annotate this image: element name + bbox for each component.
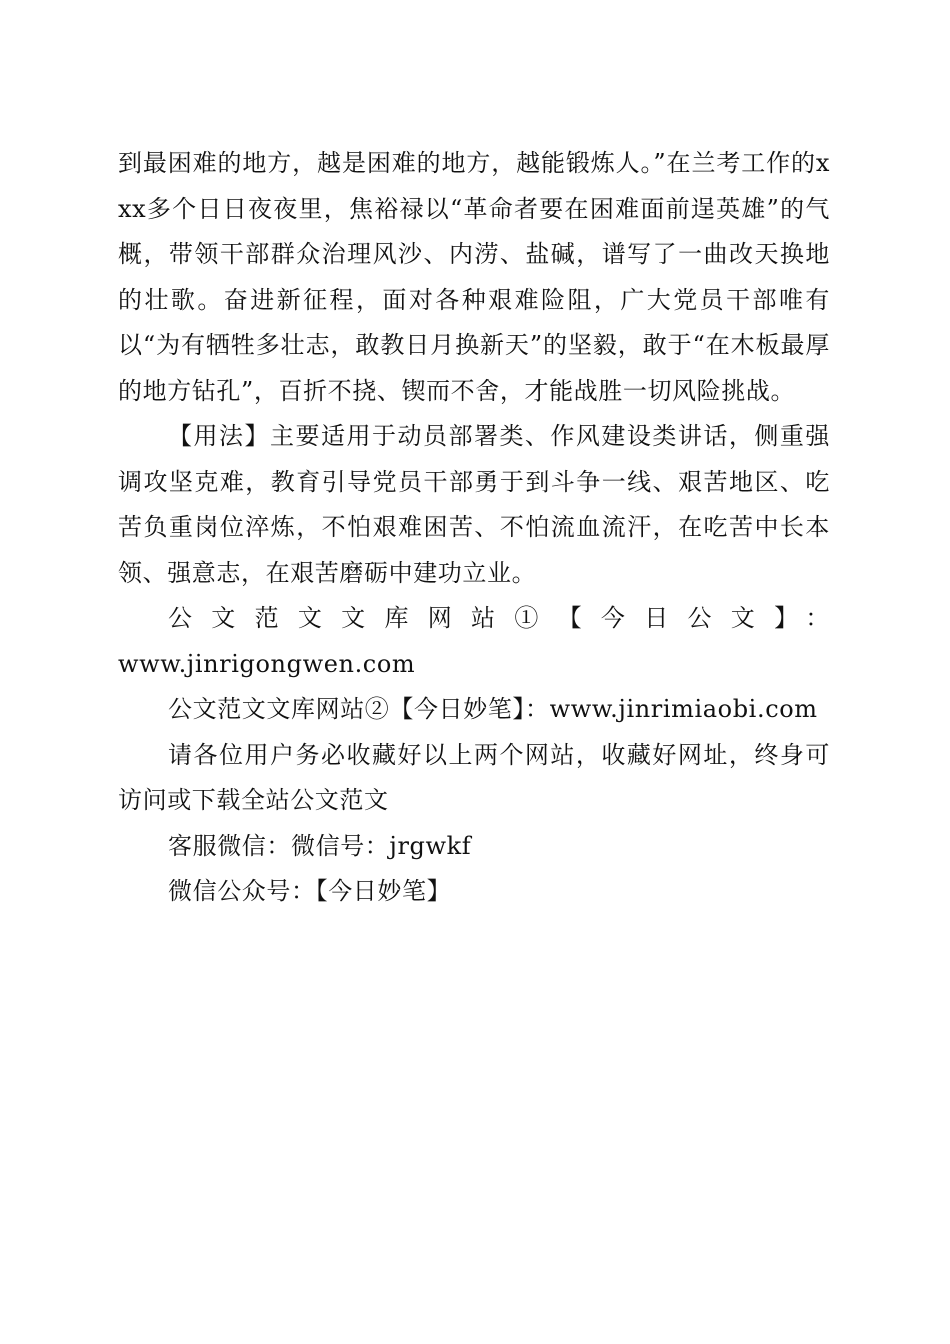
paragraph-quote-continuation: 到最困难的地方，越是困难的地方，越能锻炼人。”在兰考工作的xxx多个日日夜夜里，焦裕禄以“革命者要在困难面前逞英雄”的气概，带领干部群众治理风沙、内涝、盐碱，谱写了一曲改天换地的壮歌。奋进新征程，面对各种艰难险阻，广大党员干部唯有以“为有牺牲多壮志，敢教日月换新天”的坚毅，敢于“在木板最厚的地方钻孔”，百折不挠、锲而不舍，才能战胜一切风险挑战。 <box>118 149 830 405</box>
site-1-label: 公文范文文库网站①【今日公文】： <box>168 604 830 632</box>
site-2-line: 公文范文文库网站②【今日妙笔】：www.jinrimiaobi.com <box>168 695 818 723</box>
bookmark-reminder: 请各位用户务必收藏好以上两个网站，收藏好网址，终身可访问或下载全站公文范文 <box>118 740 830 814</box>
official-account: 微信公众号：【今日妙笔】 <box>168 877 452 905</box>
document-body <box>118 141 830 915</box>
service-wechat: 客服微信：微信号：jrgwkf <box>168 831 472 860</box>
paragraph-usage: 【用法】主要适用于动员部署类、作风建设类讲话，侧重强调攻坚克难，教育引导党员干部勇于到斗争一线、艰苦地区、吃苦负重岗位淬炼，不怕艰难困苦、不怕流血流汗，在吃苦中长本领、强意志，在艰苦磨砺中建功立业。 <box>118 422 830 587</box>
site-1-url: www.jinrigongwen.com <box>118 649 416 678</box>
